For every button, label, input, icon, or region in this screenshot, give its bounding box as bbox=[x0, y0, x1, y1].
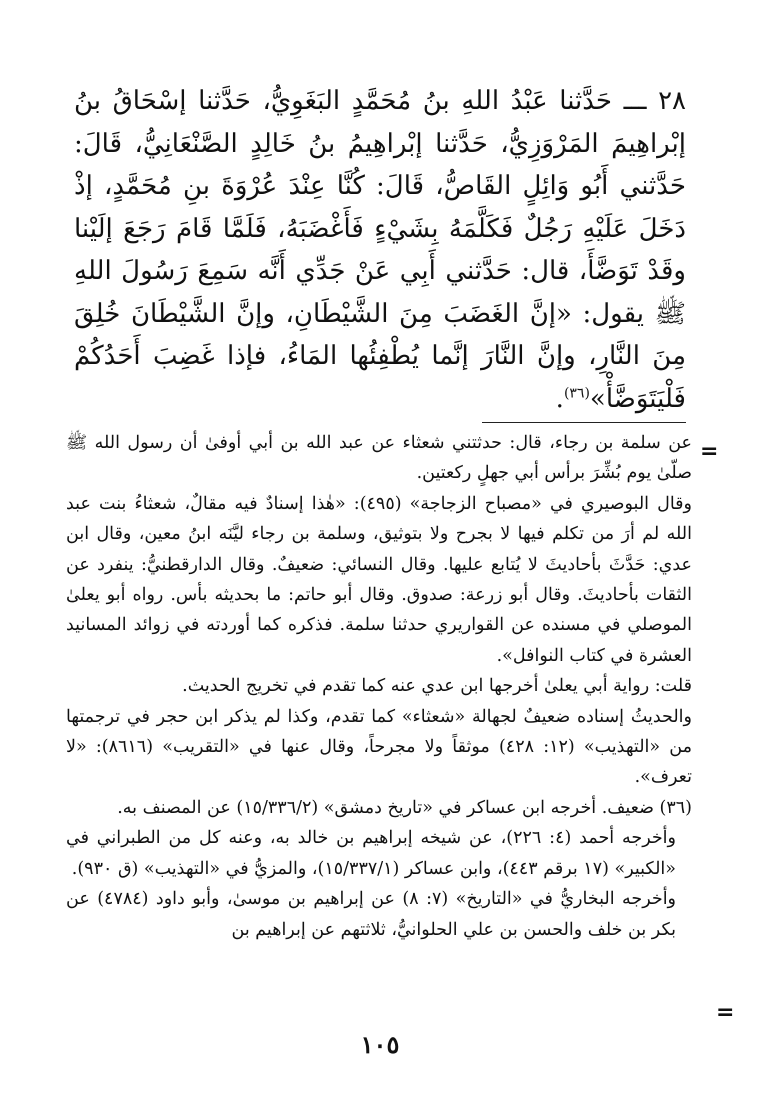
footnote-separator-rule bbox=[482, 422, 686, 423]
footnotes-block bbox=[66, 428, 692, 945]
footnote-paragraph: عن سلمة بن رجاء، قال: حدثتني شعثاء عن عبد الله بن أبي أوفىٰ أن رسول الله ﷺ صلّىٰ يوم بُشِّرَ برأس أبي جهلٍ ركعتين. bbox=[66, 433, 692, 484]
hadith-text-block bbox=[74, 80, 686, 420]
hadith-dash: ـــ bbox=[623, 86, 647, 116]
footnote-36: (٣٦) ضعيف. أخرجه ابن عساكر في «تاريخ دمشق» (١٥/٣٣٦/٢) عن المصنف به. bbox=[117, 797, 692, 818]
footnote-reference: (٣٦) bbox=[563, 384, 590, 401]
page-number: ١٠٥ bbox=[360, 1030, 400, 1059]
continuation-mark-bottom: = bbox=[716, 1000, 735, 1025]
footnote-paragraph: وأخرجه أحمد (٤: ٢٢٦)، عن شيخه إبراهيم بن خالد به، وعنه كل من الطبراني في «الكبير» (١٧ برقم ٤٤٣)، وابن عساكر (١٥/٣٣٧/١)، والمزيُّ في «التهذيب» (ق ٩٣٠). bbox=[66, 828, 676, 879]
footnote-paragraph: قلت: رواية أبي يعلىٰ أخرجها ابن عدي عنه كما تقدم في تخريج الحديث. bbox=[182, 676, 692, 697]
hadith-end-punctuation: . bbox=[555, 383, 564, 414]
footnote-paragraph: والحديثُ إسناده ضعيفٌ لجهالة «شعثاء» كما تقدم، وكذا لم يذكر ابن حجر في ترجمتها من «التهذيب» (١٢: ٤٢٨) موثقاً ولا مجرحاً، وقال عنها في «التقريب» (٨٦١٦): «لا تعرف». bbox=[66, 706, 692, 788]
hadith-number: ٢٨ bbox=[658, 86, 687, 116]
hadith-body: حَدَّثنا عَبْدُ اللهِ بنُ مُحَمَّدٍ البَغَوِيُّ، حَدَّثنا إسْحَاقُ بنُ إبْراهِيمَ المَرْوَزِيُّ، حَدَّثنا إبْراهِيمُ بنُ خَالِدٍ الصَّنْعَانِيُّ، قَالَ: حَدَّثني أَبُو وَائِلٍ القَاصُّ، قَالَ: كُنَّا عِنْدَ عُرْوَةَ بنِ مُحَمَّدٍ، إذْ دَخَلَ عَلَيْهِ رَجُلٌ فَكَلَّمَهُ بِشَيْءٍ فَأَغْضَبَهُ، فَلَمَّا قَامَ رَجَعَ إلَيْنا وقَدْ تَوَضَّأَ، قال: حَدَّثني أَبِي عَنْ جَدِّي أَنَّه سَمِعَ رَسُولَ اللهِ ﷺ يقول: «إنَّ الغَضَبَ مِنَ الشَّيْطَانِ، وإنَّ الشَّيْطَانَ خُلِقَ مِنَ النَّارِ، وإنَّ النَّارَ إنَّما يُطْفِئُها المَاءُ، فإذا غَضِبَ أَحَدُكُمْ فَلْيَتَوَضَّأْ» bbox=[74, 86, 686, 414]
continuation-mark-top: = bbox=[700, 439, 719, 464]
footnote-paragraph: وأخرجه البخاريُّ في «التاريخ» (٧: ٨) عن إبراهيم بن موسىٰ، وأبو داود (٤٧٨٤) عن بكر بن خلف والحسن بن علي الحلوانيُّ، ثلاثتهم عن إبراهيم بن bbox=[66, 889, 677, 940]
footnote-paragraph: وقال البوصيري في «مصباح الزجاجة» (٤٩٥): «هٰذا إسنادٌ فيه مقالٌ، شعثاءُ بنت عبد الله لم أرَ من تكلم فيها لا بجرح ولا بتوثيق، وسلمة بن رجاء ليَّنَه ابنُ معين، وقال ابن عدي: حَدَّثَ بأحاديثَ لا يُتابع عليها. وقال النسائي: ضعيفٌ. وقال الدارقطنيُّ: ينفرد عن الثقات بأحاديثَ. وقال أبو زرعة: صدوق. وقال أبو حاتم: ما بحديثه بأس. رواه أبو يعلىٰ الموصلي في مسنده عن القواريري حدثنا سلمة. فذكره كما أوردته في زوائد المسانيد العشرة في كتاب النوافل». bbox=[66, 493, 692, 666]
